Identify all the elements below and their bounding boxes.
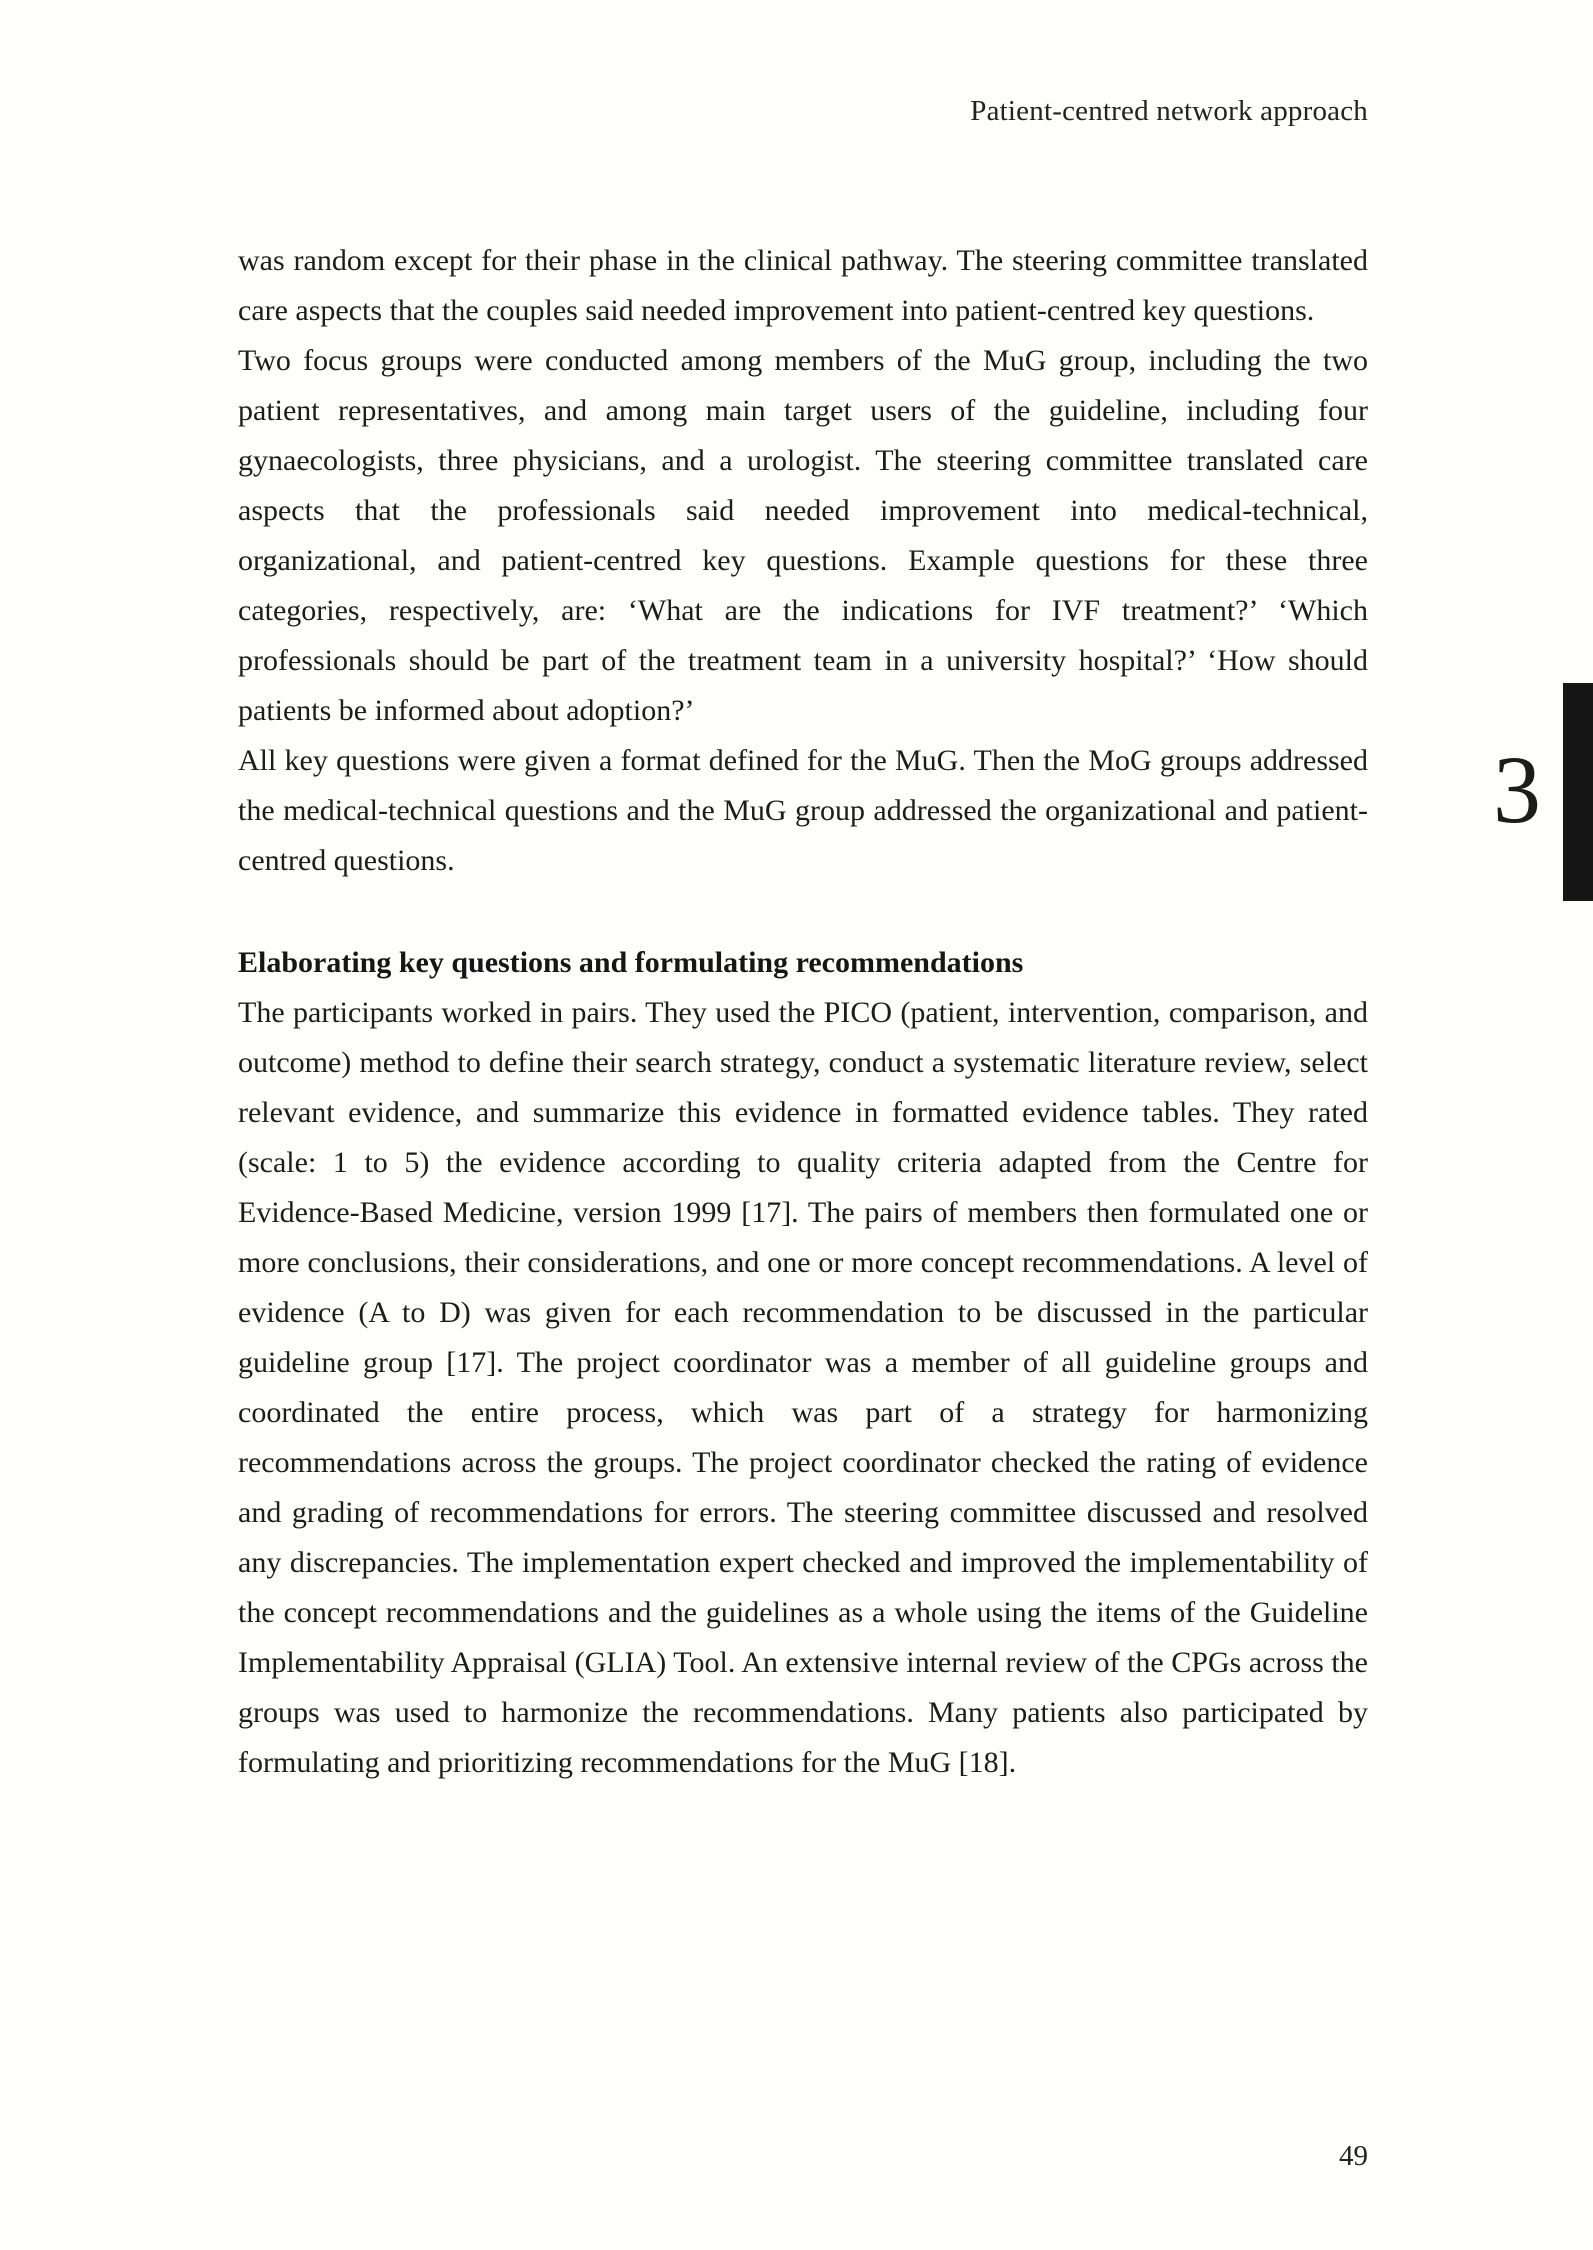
- paragraph: All key questions were given a format defined for the MuG. Then the MoG groups addressed the medical-technical questions and the MuG group addressed the organizational and patient-centred questions.: [238, 744, 1368, 877]
- paragraph: was random except for their phase in the clinical pathway. The steering committee translated care aspects that the couples said needed improvement into patient-centred key questions.: [238, 244, 1368, 327]
- chapter-tab-bar: [1563, 683, 1593, 901]
- body-text-block: [238, 236, 1368, 1788]
- paragraph: Two focus groups were conducted among members of the MuG group, including the two patient representatives, and among main target users of the guideline, including four gynaecologists, three physicians, and a urologist. The steering committee translated care aspects that the professionals said needed improvement into medical-technical, organizational, and patient-centred key questions. Example questions for these three categories, respectively, are: ‘What are the indications for IVF treatment?’ ‘Which professionals should be part of the treatment team in a university hospital?’ ‘How should patients be informed about adoption?’: [238, 344, 1368, 727]
- chapter-number: 3: [1493, 736, 1541, 843]
- section-heading: Elaborating key questions and formulating recommendations: [238, 946, 1024, 979]
- running-header: Patient-centred network approach: [970, 95, 1368, 127]
- page-number: 49: [1339, 2140, 1368, 2172]
- paragraph: The participants worked in pairs. They used the PICO (patient, intervention, comparison, and outcome) method to define their search strategy, conduct a systematic literature review, select relevant evidence, and summarize this evidence in formatted evidence tables. They rated (scale: 1 to 5) the evidence according to quality criteria adapted from the Centre for Evidence-Based Medicine, version 1999 [17]. The pairs of members then formulated one or more conclusions, their considerations, and one or more concept recommendations. A level of evidence (A to D) was given for each recommendation to be discussed in the particular guideline group [17]. The project coordinator was a member of all guideline groups and coordinated the entire process, which was part of a strategy for harmonizing recommendations across the groups. The project coordinator checked the rating of evidence and grading of recommendations for errors. The steering committee discussed and resolved any discrepancies. The implementation expert checked and improved the implementability of the concept recommendations and the guidelines as a whole using the items of the Guideline Implementability Appraisal (GLIA) Tool. An extensive internal review of the CPGs across the groups was used to harmonize the recommendations. Many patients also participated by formulating and prioritizing recommendations for the MuG [18].: [238, 996, 1368, 1779]
